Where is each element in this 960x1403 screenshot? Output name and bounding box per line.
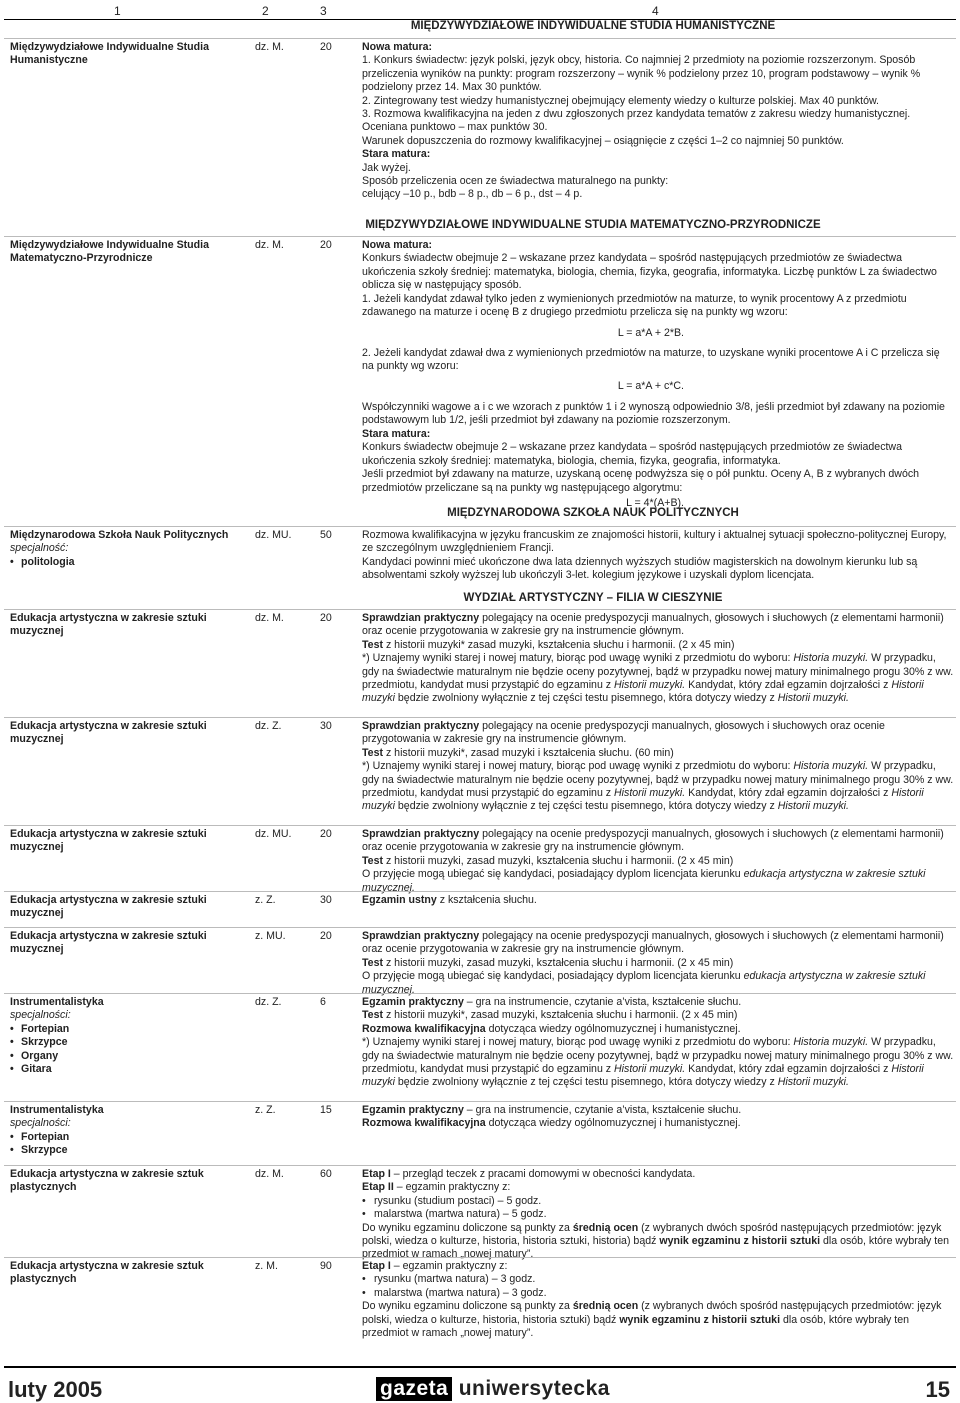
row-description: Etap I – egzamin praktyczny z: • rysunku (martwa natura) – 3 godz. • malarstwa (martwa natura) – 3 godz. Do wyniku egzaminu doliczone są punkty za średnią ocen (z wybranych dwóch spośród następujących przedmiotów: język polski, wiedza o kulturze, historia, historia sztuki) bądź wynik egzaminu z historii sztuki dla osób, które wybrały ten przedmiot w ramach „nowej matury”. (362, 1260, 954, 1340)
issue-date: luty 2005 (8, 1377, 103, 1402)
specialty-item: • Skrzypce (10, 1036, 232, 1049)
table-row (4, 236, 956, 509)
place-count: 20 (320, 41, 332, 53)
row-label: Edukacja artystyczna w zakresie sztuki muzycznej (10, 612, 207, 638)
row-label: Międzywydziałowe Indywidualne Studia Matematyczno-Przyrodnicze (10, 239, 209, 265)
row-description: Nowa matura: 1. Konkurs świadectw: język polski, język obcy, historia. Co najmniej 2 przedmioty na poziomie rozszerzonym. Sposób przeliczenia wyników na punkty: program rozszerzony – wynik % podzielony przez 10, program podstawowy – wynik % podzielony przez 14. Max 30 punktów. 2. Zintegrowany test wiedzy humanistycznej obejmujący elementy wiedzy o kulturze polskiej. Max 40 punktów. 3. Rozmowa kwalifikacyjna na jeden z dwu zgłoszonych przez kandydata tematów z zakresu wiedzy humanistycznej. Oceniana punktowo – max punktów 30. Warunek dopuszczenia do rozmowy kwalifikacyjnej – osiągnięcie z części 1–2 co najmniej 50 punktów. Stara matura: Jak wyżej. Sposób przeliczenia ocen ze świadectwa maturalnego na punkty: celujący –10 p., bdb – 8 p., db – 6 p., dst – 4 p. (362, 41, 921, 201)
study-mode: z. M. (255, 1260, 278, 1272)
table-row (4, 891, 956, 926)
study-mode: dz. M. (255, 612, 284, 624)
table-row (4, 717, 956, 824)
place-count: 20 (320, 239, 332, 251)
row-description: Sprawdzian praktyczny polegający na ocenie predyspozycji manualnych, głosowych i słuchowych oraz ocenie przygotowania w zakresie gry na instrumencie głównym. Test z historii muzyki*, zasad muzyki i kształcenia słuchu. (60 min) *) Uznajemy wyniki starej i nowej matury, biorąc pod uwagę wyniki z przedmiotu do wyboru: Historia muzyki. W przypadku, gdy na świadectwie maturalnym nie będzie oceny pozytywnej, bądź w przypadku nowej matury minimalnego progu 30% z ww. przedmiotu, kandydat musi przystąpić do egzaminu z Historii muzyki. Kandydat, który zdał egzamin dojrzałości z Historii muzyki będzie zwolniony wyłącznie z tej części testu pisemnego, która dotyczy wiedzy z Historii muzyki. (362, 720, 954, 813)
column-3-header: 3 (320, 4, 327, 18)
section-heading: MIĘDZYWYDZIAŁOWE INDYWIDUALNE STUDIA HUMANISTYCZNE (410, 20, 776, 32)
page-number: 15 (925, 1377, 950, 1402)
row-label: Instrumentalistyka specjalności: • Fortepian • Skrzypce • Organy • Gitara (10, 996, 232, 1076)
row-label: Edukacja artystyczna w zakresie sztuk plastycznych (10, 1168, 204, 1194)
column-2-header: 2 (262, 4, 269, 18)
publication-logo (376, 1377, 610, 1401)
place-count: 20 (320, 930, 332, 942)
place-count: 30 (320, 720, 332, 732)
place-count: 20 (320, 612, 332, 624)
specialty-item: • politologia (10, 556, 232, 569)
row-label: Międzynarodowa Szkoła Nauk Politycznych specjalność: • politologia (10, 529, 232, 569)
place-count: 60 (320, 1168, 332, 1180)
study-mode: dz. M. (255, 239, 284, 251)
study-mode: dz. Z. (255, 720, 282, 732)
table-row (4, 993, 956, 1098)
list-item: • rysunku (martwa natura) – 3 godz. (362, 1273, 954, 1286)
row-description: Rozmowa kwalifikacyjna w języku francuskim ze znajomości historii, kultury i aktualnej sytuacji społeczno-politycznej Europy, ze szczególnym uwzględnieniem Francji. Kandydaci powinni mieć ukończone dwa lata dziennych wyższych studiów magisterskich na dowolnym kierunku lub są absolwentami szkoły wyższej lub ukończyli 3-let. kolegium językowe i uzyskali dyplom licencjata. (362, 529, 947, 582)
table-row (4, 1165, 956, 1261)
study-mode: dz. M. (255, 41, 284, 53)
table-row (4, 526, 956, 589)
list-item: • malarstwa (martwa natura) – 5 godz. (362, 1208, 954, 1221)
place-count: 30 (320, 894, 332, 906)
row-label: Edukacja artystyczna w zakresie sztuki muzycznej (10, 894, 207, 920)
specialty-item: • Skrzypce (10, 1144, 232, 1157)
study-mode: z. Z. (255, 1104, 276, 1116)
row-description: Egzamin ustny z kształcenia słuchu. (362, 894, 537, 906)
row-description: Nowa matura: Konkurs świadectw obejmuje 2 – wskazane przez kandydata – spośród następujących przedmiotów ze świadectwa ukończenia szkoły średniej: matematyka, biologia, chemia, fizyka, geografia, informatyka. Liczbę punktów L za świadectwo oblicza się w następujący sposób. 1. Jeżeli kandydat zdawał tylko jeden z wymienionych przedmiotów na maturze, to wynik procentowy A z przedmiotu zdawanego na maturze i ocenę B z drugiego przedmiotu przelicza się na punkty wg wzoru: L = a*A + 2*B. 2. Jeżeli kandydat zdawał dwa z wymienionych przedmiotów na maturze, to uzyskane wyniki procentowe A i C przelicza się na punkty wg wzoru: L = a*A + c*C. Współczynniki wagowe a i c we wzorach z punktów 1 i 2 wynoszą odpowiednio 3/8, jeśli przedmiot był zdawany na poziomie podstawowym lub 1/2, jeśli przedmiot był zdawany na poziomie rozszerzonym. Stara matura: Konkurs świadectw obejmuje 2 – wskazane przez kandydata – spośród następujących przedmiotów ze świadectwa ukończenia szkoły średniej: matematyka, biologia, chemia, fizyka, geografia, informatyka. Jeśli przedmiot był zdawany na maturze, uzyskaną ocenę podwyższa się o pół punktu. Oceny A, B z wybranych dwóch przedmiotów przeliczane są na punkty wg następującego algorytmu: L = 4*(A+B). (362, 239, 945, 509)
place-count: 15 (320, 1104, 332, 1116)
list-item: • malarstwa (martwa natura) – 3 godz. (362, 1287, 954, 1300)
row-label: Edukacja artystyczna w zakresie sztuki muzycznej (10, 828, 207, 854)
specialty-item: • Organy (10, 1050, 232, 1063)
specialty-item: • Gitara (10, 1063, 232, 1076)
row-label: Edukacja artystyczna w zakresie sztuki muzycznej (10, 930, 207, 956)
table-row (4, 38, 956, 209)
section-heading: MIĘDZYWYDZIAŁOWE INDYWIDUALNE STUDIA MATEMATYCZNO-PRZYRODNICZE (365, 219, 821, 231)
list-item: • rysunku (studium postaci) – 5 godz. (362, 1195, 954, 1208)
specialty-item: • Fortepian (10, 1023, 232, 1036)
row-description: Etap I – przegląd teczek z pracami domowymi w obecności kandydata. Etap II – egzamin praktyczny z: • rysunku (studium postaci) – 5 godz. • malarstwa (martwa natura) – 5 godz. Do wyniku egzaminu doliczone są punkty za średnią ocen (z wybranych dwóch spośród następujących przedmiotów: język polski, wiedza o kulturze, historia, historia sztuki, historia) bądź wynik egzaminu z historii sztuki dla osób, które wybrały ten przedmiot w ramach „nowej matury”. (362, 1168, 954, 1262)
table-row (4, 825, 956, 894)
column-1-header: 1 (114, 4, 121, 18)
study-mode: dz. MU. (255, 828, 292, 840)
study-mode: z. MU. (255, 930, 286, 942)
row-label: Edukacja artystyczna w zakresie sztuk plastycznych (10, 1260, 204, 1286)
row-label: Międzywydziałowe Indywidualne Studia Humanistyczne (10, 41, 209, 67)
table-row (4, 927, 956, 996)
place-count: 20 (320, 828, 332, 840)
place-count: 50 (320, 529, 332, 541)
place-count: 90 (320, 1260, 332, 1272)
table-row (4, 1257, 956, 1348)
study-mode: z. Z. (255, 894, 276, 906)
study-mode: dz. M. (255, 1168, 284, 1180)
section-heading: MIĘDZYNARODOWA SZKOŁA NAUK POLITYCZNYCH (447, 507, 739, 519)
table-row (4, 1101, 956, 1164)
specialty-item: • Fortepian (10, 1131, 232, 1144)
column-4-header: 4 (652, 4, 659, 18)
table-row (4, 609, 956, 716)
logo-uniwersytecka: uniwersytecka (458, 1377, 610, 1400)
row-description: Egzamin praktyczny – gra na instrumencie, czytanie a’vista, kształcenie słuchu. Test z historii muzyki*, zasad muzyki, kształcenia słuchu i harmonii. (2 x 45 min) Rozmowa kwalifikacyjna dotycząca wiedzy ogólnomuzycznej i humanistycznej. *) Uznajemy wyniki starej i nowej matury, biorąc pod uwagę wyniki z przedmiotu do wyboru: Historia muzyki. W przypadku, gdy na świadectwie maturalnym nie będzie oceny pozytywnej, bądź w przypadku nowej matury minimalnego progu 30% z ww. przedmiotu, kandydat musi przystąpić do egzaminu z Historii muzyki. Kandydat, który zdał egzamin dojrzałości z Historii muzyki będzie zwolniony wyłącznie z tej części testu pisemnego, która dotyczy wiedzy z Historii muzyki. (362, 996, 954, 1089)
row-description: Egzamin praktyczny – gra na instrumencie, czytanie a’vista, kształcenie słuchu. Rozmowa kwalifikacyjna dotycząca wiedzy ogólnomuzycznej i humanistycznej. (362, 1104, 742, 1130)
study-mode: dz. MU. (255, 529, 292, 541)
row-description: Sprawdzian praktyczny polegający na ocenie predyspozycji manualnych, głosowych i słuchowych (z elementami harmonii) oraz ocenie przygotowania w zakresie gry na instrumencie głównym. Test z historii muzyki, zasad muzyki, kształcenia słuchu i harmonii. (2 x 45 min) O przyjęcie mogą ubiegać się kandydaci, posiadający dyplom licencjata kierunku edukacja artystyczna w zakresie sztuki muzycznej. (362, 828, 944, 894)
row-description: Sprawdzian praktyczny polegający na ocenie predyspozycji manualnych, głosowych i słuchowych (z elementami harmonii) oraz ocenie przygotowania w zakresie gry na instrumencie głównym. Test z historii muzyki* zasad muzyki, kształcenia słuchu i harmonii. (2 x 45 min) *) Uznajemy wyniki starej i nowej matury, biorąc pod uwagę wyniki z przedmiotu do wyboru: Historia muzyki. W przypadku, gdy na świadectwie maturalnym nie będzie oceny pozytywnej, bądź w przypadku nowej matury minimalnego progu 30% z ww. przedmiotu, kandydat musi przystąpić do egzaminu z Historii muzyki. Kandydat, który zdał egzamin dojrzałości z Historii muzyki będzie zwolniony wyłącznie z tej części testu pisemnego, która dotyczy wiedzy z Historii muzyki. (362, 612, 954, 705)
row-description: Sprawdzian praktyczny polegający na ocenie predyspozycji manualnych, głosowych i słuchowych (z elementami harmonii) oraz ocenie przygotowania w zakresie gry na instrumencie głównym. Test z historii muzyki, zasad muzyki, kształcenia słuchu i harmonii. (2 x 45 min) O przyjęcie mogą ubiegać się kandydaci, posiadający dyplom licencjata kierunku edukacja artystyczna w zakresie sztuki muzycznej. (362, 930, 944, 996)
section-heading: WYDZIAŁ ARTYSTYCZNY – FILIA W CIESZYNIE (463, 592, 723, 604)
logo-gazeta: gazeta (376, 1377, 452, 1401)
study-mode: dz. Z. (255, 996, 282, 1008)
place-count: 6 (320, 996, 326, 1008)
row-label: Instrumentalistyka specjalności: • Fortepian • Skrzypce (10, 1104, 232, 1158)
footer-rule (4, 1366, 956, 1368)
row-label: Edukacja artystyczna w zakresie sztuki muzycznej (10, 720, 207, 746)
